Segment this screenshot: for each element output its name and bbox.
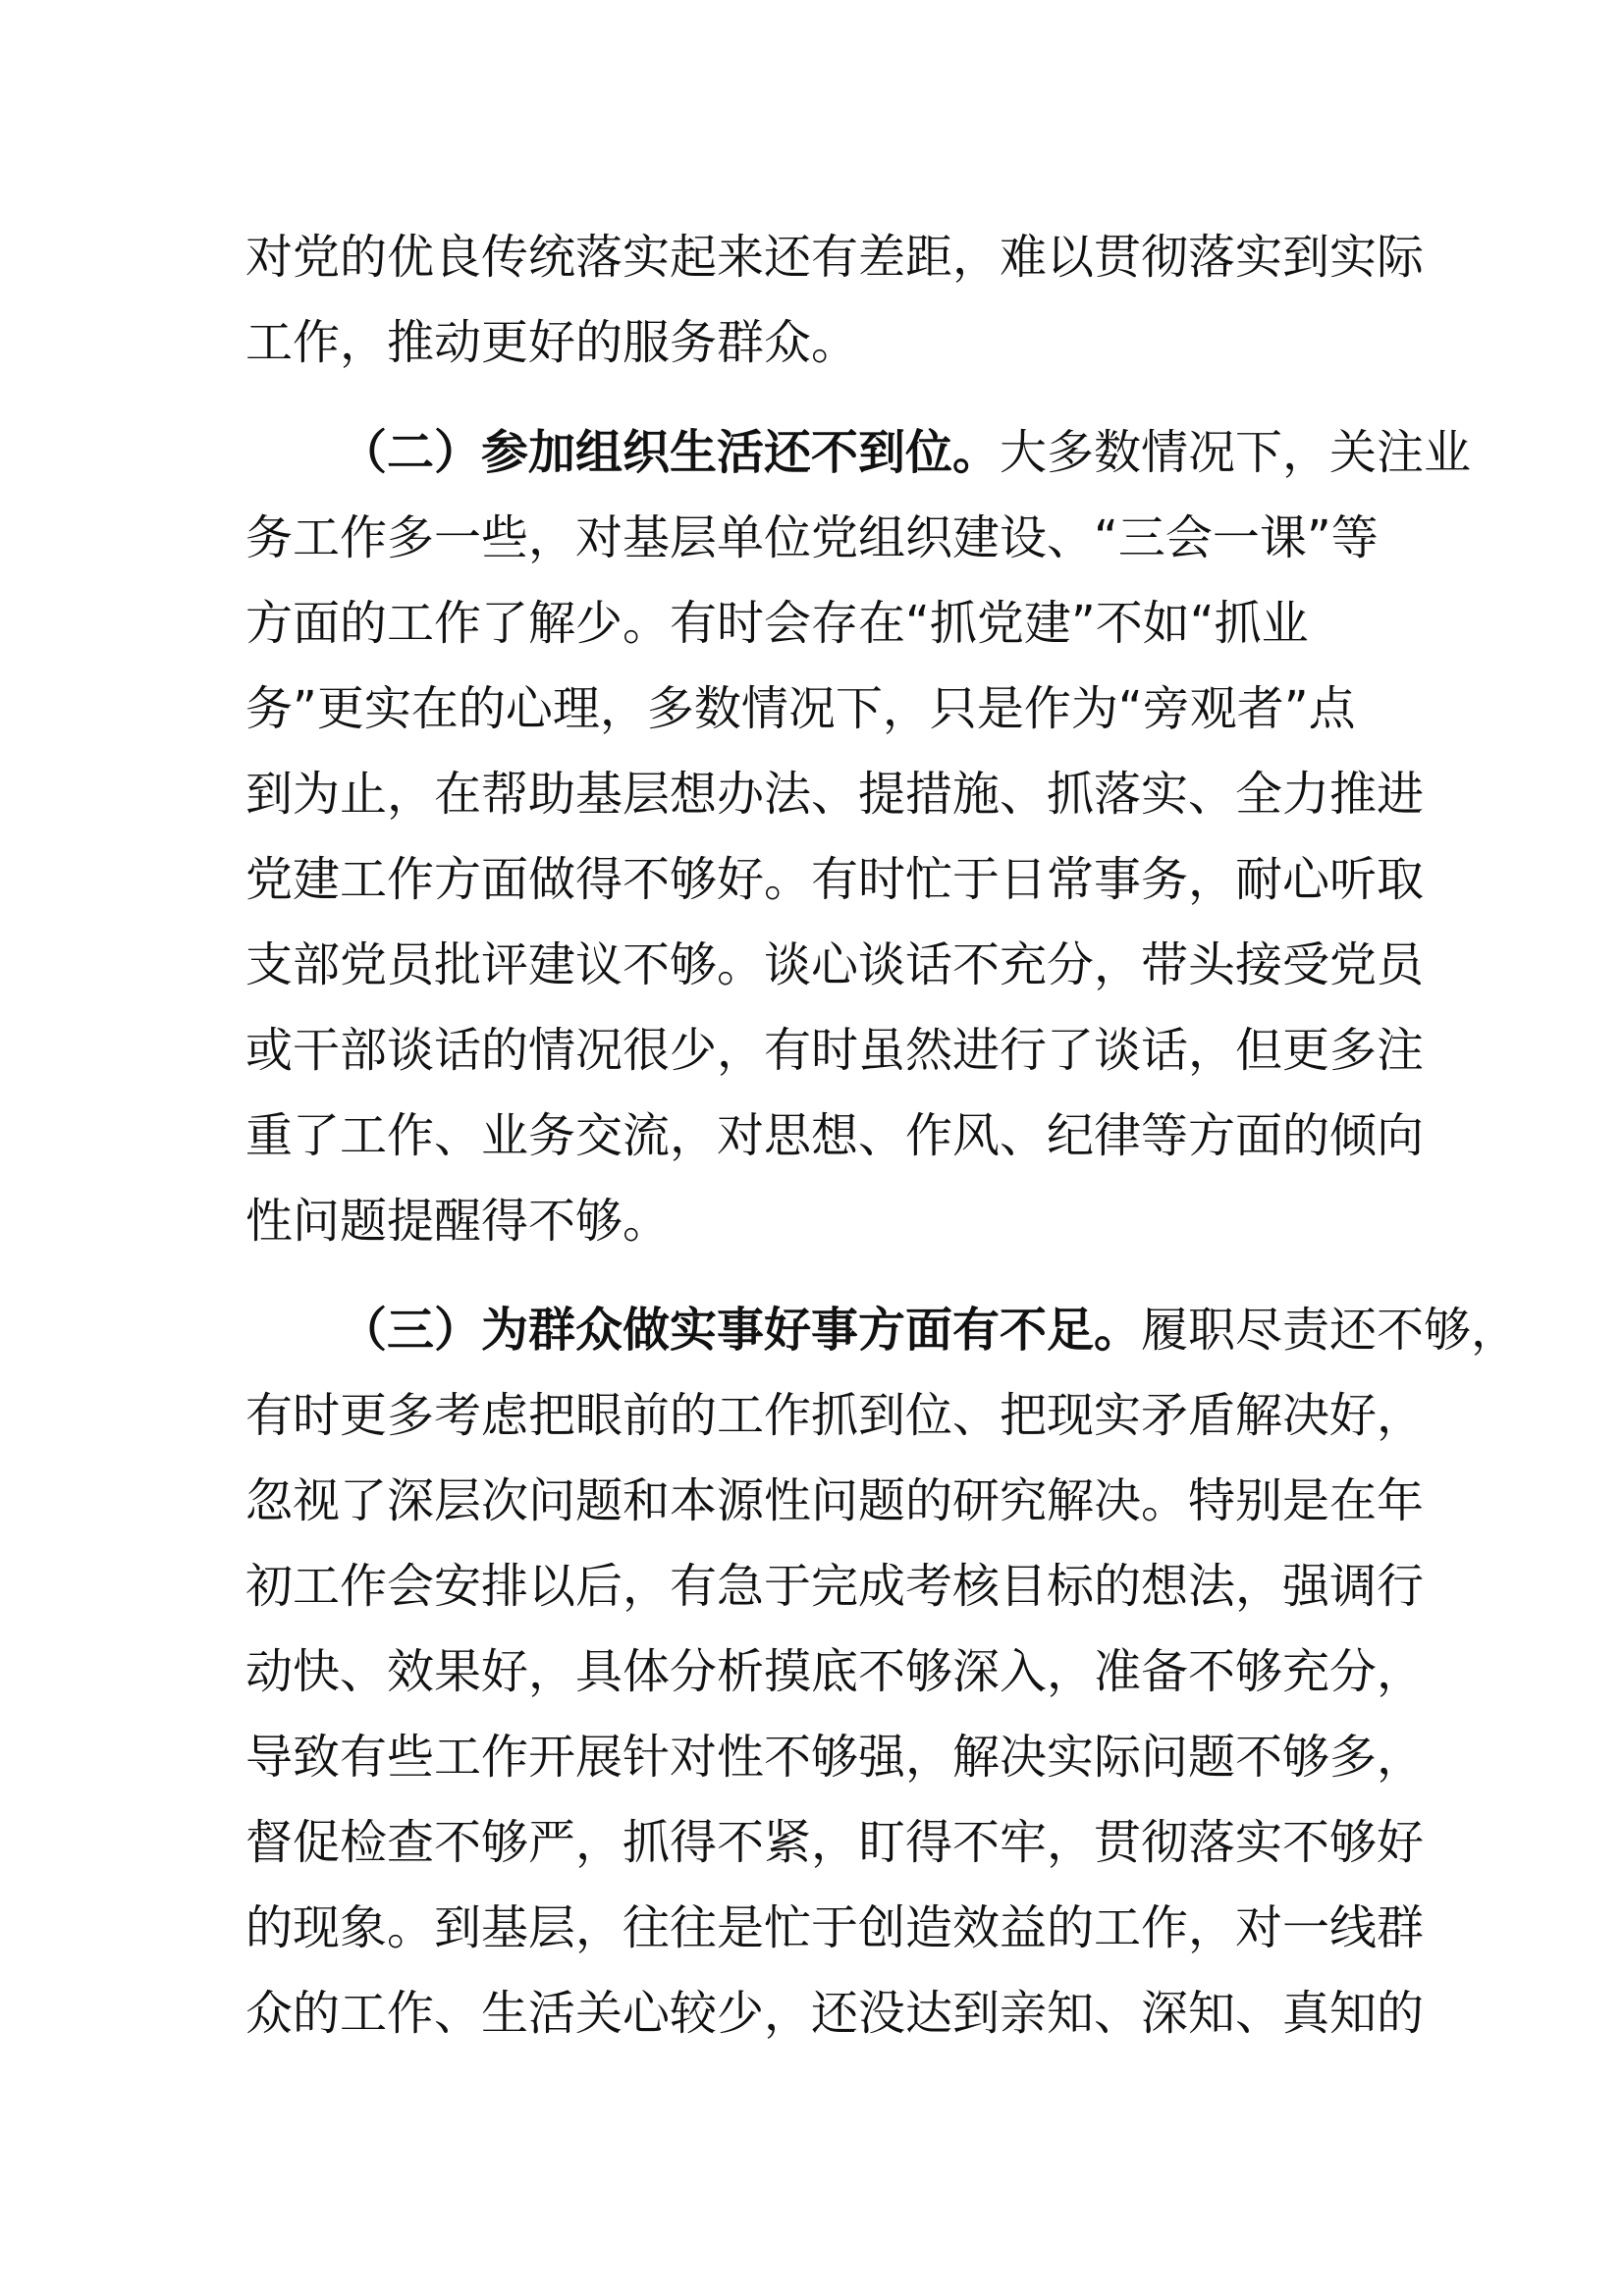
paragraph-first-line bbox=[245, 1288, 1519, 1373]
paragraph-line: 督促检查不够严，抓得不紧，盯得不牢，贯彻落实不够好 bbox=[245, 1815, 1425, 1870]
paragraph-line: 有时更多考虑把眼前的工作抓到位、把现实矛盾解决好， bbox=[245, 1388, 1425, 1443]
paragraph-line: 导致有些工作开展针对性不够强，解决实际问题不够多， bbox=[245, 1730, 1425, 1785]
paragraph-line: 党建工作方面做得不够好。有时忙于日常事务，耐心听取 bbox=[245, 852, 1425, 907]
paragraph-3 bbox=[245, 1288, 1519, 2056]
paragraph-line: 初工作会安排以后，有急于完成考核目标的想法，强调行 bbox=[245, 1559, 1425, 1614]
paragraph-line: 到为止，在帮助基层想办法、提措施、抓落实、全力推进 bbox=[245, 767, 1425, 822]
section-heading: （三）为群众做实事好事方面有不足。 bbox=[340, 1303, 1142, 1358]
paragraph-text: 履职尽责还不够， bbox=[1141, 1303, 1519, 1358]
paragraph-line: 忽视了深层次问题和本源性问题的研究解决。特别是在年 bbox=[245, 1473, 1425, 1528]
section-heading: （二）参加组织生活还不到位。 bbox=[340, 425, 1001, 480]
paragraph-line: 务工作多一些，对基层单位党组织建设、“三会一课”等 bbox=[245, 510, 1379, 565]
paragraph-text: 大多数情况下，关注业 bbox=[1000, 425, 1472, 480]
paragraph-1 bbox=[245, 215, 1425, 386]
paragraph-line: 工作，推动更好的服务群众。 bbox=[245, 315, 859, 370]
paragraph-line: 方面的工作了解少。有时会存在“抓党建”不如“抓业 bbox=[245, 596, 1309, 651]
paragraph-line: 动快、效果好，具体分析摸底不够深入，准备不够充分， bbox=[245, 1644, 1425, 1699]
paragraph-line: 或干部谈话的情况很少，有时虽然进行了谈话，但更多注 bbox=[245, 1023, 1425, 1078]
paragraph-line: 众的工作、生活关心较少，还没达到亲知、深知、真知的 bbox=[245, 1986, 1425, 2041]
paragraph-line: 的现象。到基层，往往是忙于创造效益的工作，对一线群 bbox=[245, 1900, 1425, 1955]
paragraph-line: 对党的优良传统落实起来还有差距，难以贯彻落实到实际 bbox=[245, 230, 1425, 285]
paragraph-line: 性问题提醒得不够。 bbox=[245, 1194, 671, 1249]
paragraph-line: 支部党员批评建议不够。谈心谈话不充分，带头接受党员 bbox=[245, 937, 1425, 992]
paragraph-line: 重了工作、业务交流，对思想、作风、纪律等方面的倾向 bbox=[245, 1108, 1425, 1163]
paragraph-line: 务”更实在的心理，多数情况下，只是作为“旁观者”点 bbox=[245, 681, 1356, 736]
paragraph-2 bbox=[245, 410, 1472, 1264]
paragraph-first-line bbox=[245, 410, 1472, 496]
